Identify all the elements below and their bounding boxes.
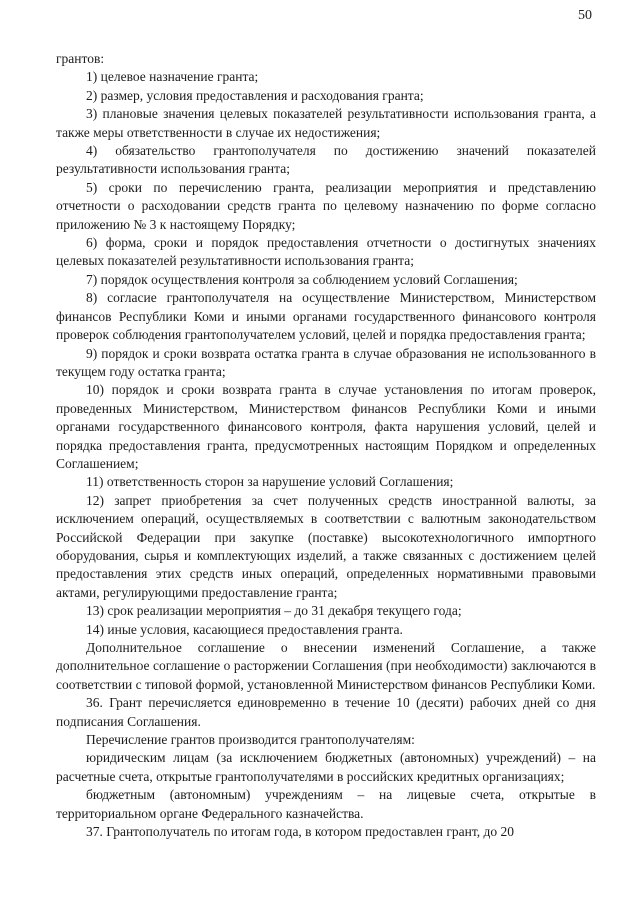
paragraph: 13) срок реализации мероприятия – до 31 декабря текущего года; [86, 603, 462, 619]
paragraph: 2) размер, условия предоставления и расходования гранта; [86, 87, 424, 103]
paragraph: бюджетным (автономным) учреждениям – на лицевые счета, открытые в территориальном органе Федерального казначейства. [56, 787, 596, 821]
paragraph: Дополнительное соглашение о внесении изменений Соглашение, а также дополнительное соглашение о расторжении Соглашения (при необходимости) заключаются в соответствии с типовой формой, установленной Министерством финансов Республики Коми. [56, 640, 596, 692]
paragraph: 3) плановые значения целевых показателей результативности использования гранта, а также меры ответственности в случае их недостижения; [56, 106, 596, 140]
paragraph: 5) сроки по перечислению гранта, реализации мероприятия и представлению отчетности о расходовании средств гранта по целевому назначению по форме согласно приложению № 3 к настоящему Порядку; [56, 179, 596, 232]
paragraph: 36. Грант перечисляется единовременно в течение 10 (десяти) рабочих дней со дня подписания Соглашения. [56, 695, 596, 729]
paragraph: 4) обязательство грантополучателя по достижению значений показателей результативности использования гранта; [56, 143, 596, 177]
paragraph: 14) иные условия, касающиеся предоставления гранта. [86, 621, 403, 637]
paragraph: 1) целевое назначение гранта; [86, 69, 259, 85]
paragraph: 37. Грантополучатель по итогам года, в котором предоставлен грант, до 20 [86, 824, 514, 840]
paragraph: юридическим лицам (за исключением бюджетных (автономных) учреждений) – на расчетные счета, открытые грантополучателями в российских кредитных организациях; [56, 750, 596, 784]
paragraph: 10) порядок и сроки возврата гранта в случае установления по итогам проверок, проведенных Министерством, Министерством финансов Республики Коми и иными органами государственного финансового контроля, факта нарушения условий, целей и порядка предоставления гранта, предусмотренных настоящим Порядком и определенных Соглашением; [56, 382, 596, 471]
paragraph: 12) запрет приобретения за счет полученных средств иностранной валюты, за исключением операций, осуществляемых в соответствии с валютным законодательством Российской Федерации при закупке (поставке) высокотехнологичного импортного оборудования, сырья и комплектующих изделий, а также связанных с достижением целей предоставления этих средств иных операций, определенных нормативными правовыми актами, регулирующими предоставление гранта; [56, 492, 596, 600]
paragraph: 8) согласие грантополучателя на осуществление Министерством, Министерством финансов Республики Коми и иными органами государственного финансового контроля проверок соблюдения грантополучателем условий, целей и порядка предоставления гранта; [56, 290, 596, 343]
paragraph: грантов: [56, 51, 105, 66]
paragraph: 9) порядок и сроки возврата остатка гранта в случае образования не использованного в текущем году остатка гранта; [56, 345, 596, 379]
document-body [56, 50, 596, 841]
paragraph: Перечисление грантов производится грантополучателям: [86, 732, 415, 748]
paragraph: 7) порядок осуществления контроля за соблюдением условий Соглашения; [86, 271, 518, 287]
page-number: 50 [578, 8, 592, 23]
paragraph: 6) форма, сроки и порядок предоставления отчетности о достигнутых значениях целевых показателей результативности использования гранта; [56, 235, 596, 269]
paragraph: 11) ответственность сторон за нарушение условий Соглашения; [86, 474, 454, 490]
